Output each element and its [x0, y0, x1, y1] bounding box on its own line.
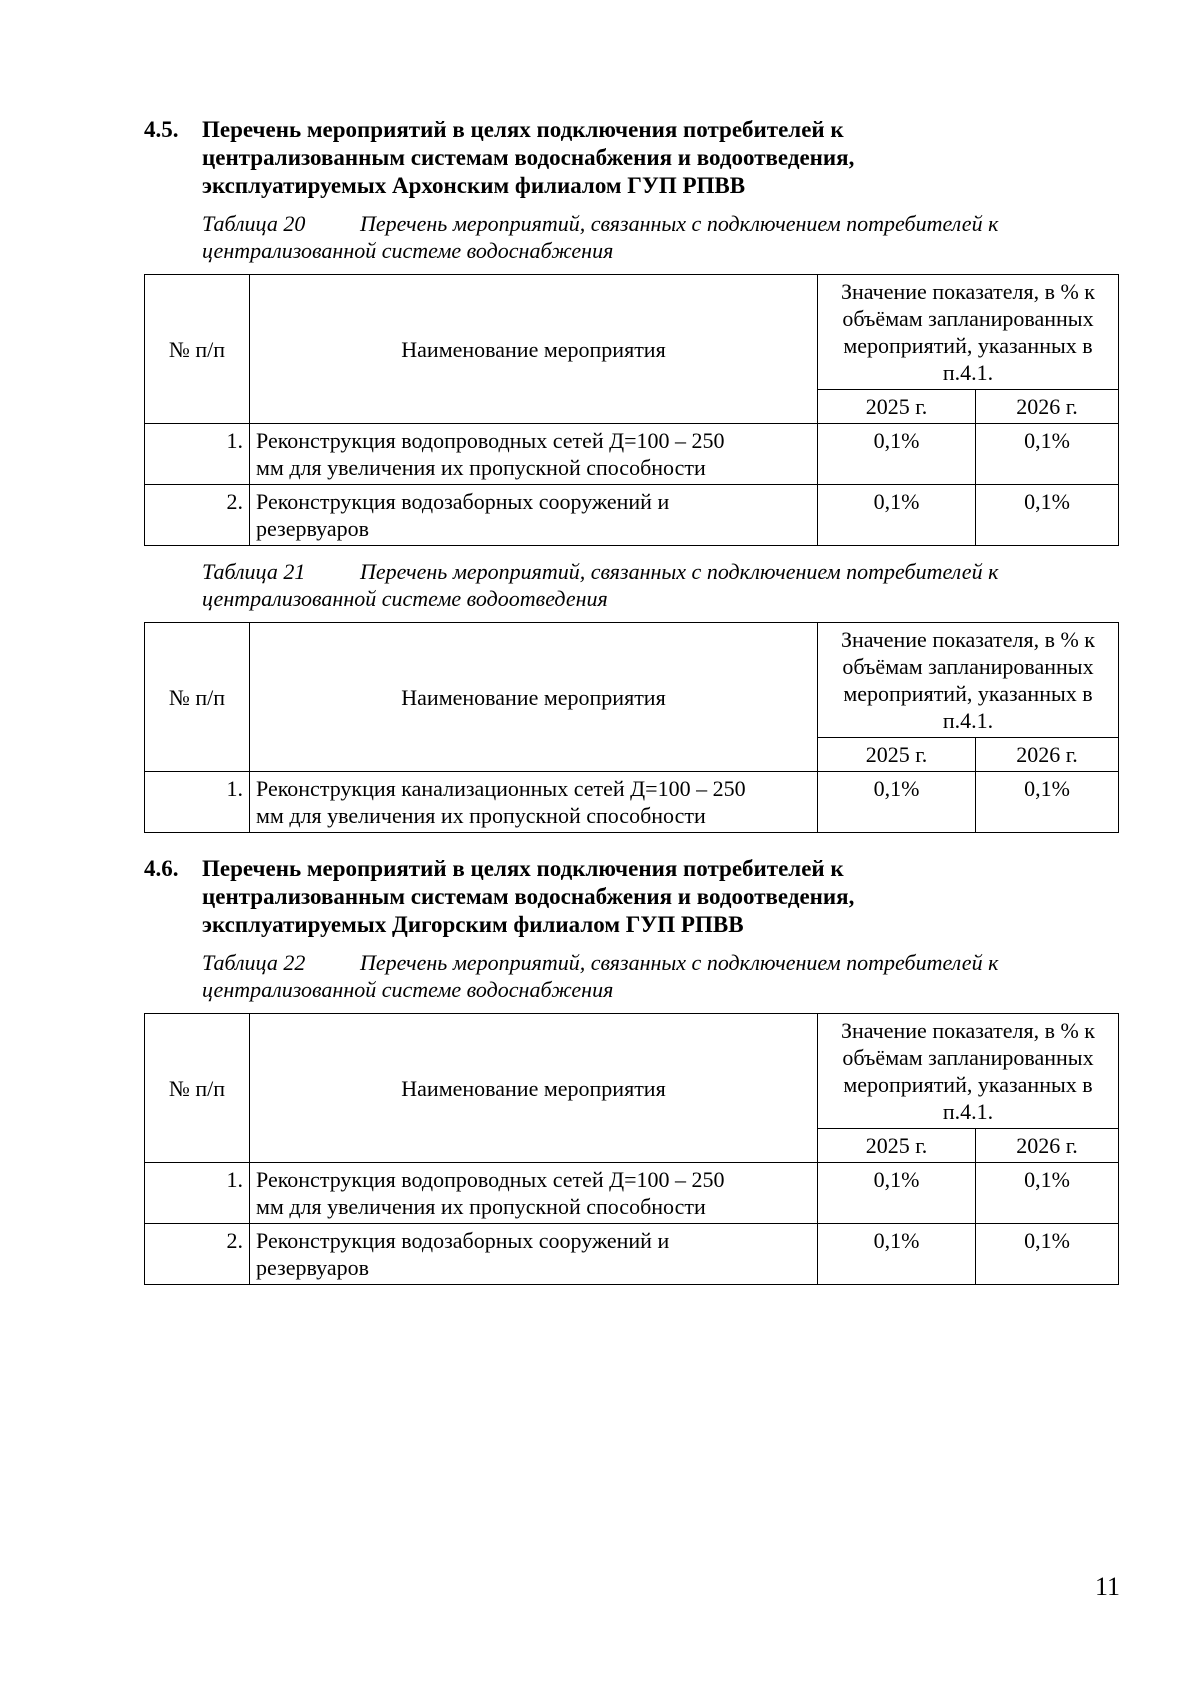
row-number: 1.: [145, 424, 250, 485]
section-title-line: Перечень мероприятий в целях подключения потребителей к: [202, 117, 844, 142]
header-year: 2025 г.: [818, 390, 976, 424]
header-year: 2025 г.: [818, 1129, 976, 1163]
table-label: Таблица 20: [202, 211, 306, 236]
row-name-line: Реконструкция водопроводных сетей Д=100 – 250: [256, 1167, 725, 1192]
header-year: 2025 г.: [818, 738, 976, 772]
caption-text: централизованной системе водоснабжения: [202, 977, 614, 1002]
row-name-line: резервуаров: [256, 516, 369, 541]
row-value-2026: 0,1%: [976, 1163, 1119, 1224]
table-caption: [202, 210, 1120, 264]
row-value-2026: 0,1%: [976, 772, 1119, 833]
measures-table: [144, 274, 1119, 546]
table-row: [145, 1224, 1119, 1285]
header-value-line: п.4.1.: [942, 360, 994, 385]
row-name-line: мм для увеличения их пропускной способности: [256, 455, 706, 480]
header-value-line: п.4.1.: [942, 1099, 994, 1124]
header-value-line: объёмам запланированных: [842, 1045, 1094, 1070]
row-value-2026: 0,1%: [976, 424, 1119, 485]
row-name: [250, 424, 818, 485]
header-year: 2026 г.: [976, 1129, 1119, 1163]
row-number: 2.: [145, 485, 250, 546]
row-name-line: Реконструкция водопроводных сетей Д=100 – 250: [256, 428, 725, 453]
header-value-line: объёмам запланированных: [842, 306, 1094, 331]
row-name-line: мм для увеличения их пропускной способности: [256, 803, 706, 828]
header-value: [818, 1014, 1119, 1129]
header-name: Наименование мероприятия: [250, 1014, 818, 1163]
row-name: [250, 485, 818, 546]
row-number: 1.: [145, 1163, 250, 1224]
header-value-line: Значение показателя, в % к: [841, 1018, 1095, 1043]
table-label: Таблица 22: [202, 950, 306, 975]
header-name: Наименование мероприятия: [250, 623, 818, 772]
row-name-line: Реконструкция водозаборных сооружений и: [256, 489, 670, 514]
header-value: [818, 275, 1119, 390]
row-value-2025: 0,1%: [818, 772, 976, 833]
section-title-line: эксплуатируемых Дигорским филиалом ГУП РПВВ: [202, 912, 744, 937]
section-heading: [144, 116, 1120, 200]
header-value-line: п.4.1.: [942, 708, 994, 733]
row-name-line: резервуаров: [256, 1255, 369, 1280]
row-name: [250, 772, 818, 833]
measures-table: [144, 1013, 1119, 1285]
header-num: № п/п: [145, 1014, 250, 1163]
header-value-line: мероприятий, указанных в: [843, 1072, 1093, 1097]
caption-text: Перечень мероприятий, связанных с подключением потребителей к: [360, 211, 999, 236]
section-heading: [144, 855, 1120, 939]
header-value-line: Значение показателя, в % к: [841, 627, 1095, 652]
caption-text: централизованной системе водоснабжения: [202, 238, 614, 263]
section-number: 4.6.: [144, 856, 179, 881]
header-num: № п/п: [145, 275, 250, 424]
header-year: 2026 г.: [976, 738, 1119, 772]
header-value-line: мероприятий, указанных в: [843, 681, 1093, 706]
header-num: № п/п: [145, 623, 250, 772]
row-value-2025: 0,1%: [818, 424, 976, 485]
row-name: [250, 1224, 818, 1285]
caption-text: централизованной системе водоотведения: [202, 586, 608, 611]
row-value-2025: 0,1%: [818, 1224, 976, 1285]
table-row: [145, 1163, 1119, 1224]
document-page: [144, 116, 1120, 1297]
caption-text: Перечень мероприятий, связанных с подключением потребителей к: [360, 950, 999, 975]
row-name-line: Реконструкция канализационных сетей Д=100 – 250: [256, 776, 746, 801]
row-value-2025: 0,1%: [818, 485, 976, 546]
section-title-line: Перечень мероприятий в целях подключения потребителей к: [202, 856, 844, 881]
row-value-2025: 0,1%: [818, 1163, 976, 1224]
row-name-line: мм для увеличения их пропускной способности: [256, 1194, 706, 1219]
table-row: [145, 424, 1119, 485]
row-name-line: Реконструкция водозаборных сооружений и: [256, 1228, 670, 1253]
row-value-2026: 0,1%: [976, 485, 1119, 546]
measures-table: [144, 622, 1119, 833]
table-caption: [202, 949, 1120, 1003]
table-label: Таблица 21: [202, 559, 306, 584]
header-name: Наименование мероприятия: [250, 275, 818, 424]
table-caption: [202, 558, 1120, 612]
table-row: [145, 772, 1119, 833]
header-value-line: Значение показателя, в % к: [841, 279, 1095, 304]
header-value-line: мероприятий, указанных в: [843, 333, 1093, 358]
page-number: 11: [1094, 1572, 1120, 1601]
row-name: [250, 1163, 818, 1224]
section-title-line: централизованным системам водоснабжения и водоотведения,: [202, 884, 855, 909]
row-number: 2.: [145, 1224, 250, 1285]
caption-text: Перечень мероприятий, связанных с подключением потребителей к: [360, 559, 999, 584]
header-year: 2026 г.: [976, 390, 1119, 424]
header-value: [818, 623, 1119, 738]
section-title-line: централизованным системам водоснабжения и водоотведения,: [202, 145, 855, 170]
row-value-2026: 0,1%: [976, 1224, 1119, 1285]
header-value-line: объёмам запланированных: [842, 654, 1094, 679]
table-row: [145, 485, 1119, 546]
section-number: 4.5.: [144, 117, 179, 142]
row-number: 1.: [145, 772, 250, 833]
section-title-line: эксплуатируемых Архонским филиалом ГУП РПВВ: [202, 173, 746, 198]
